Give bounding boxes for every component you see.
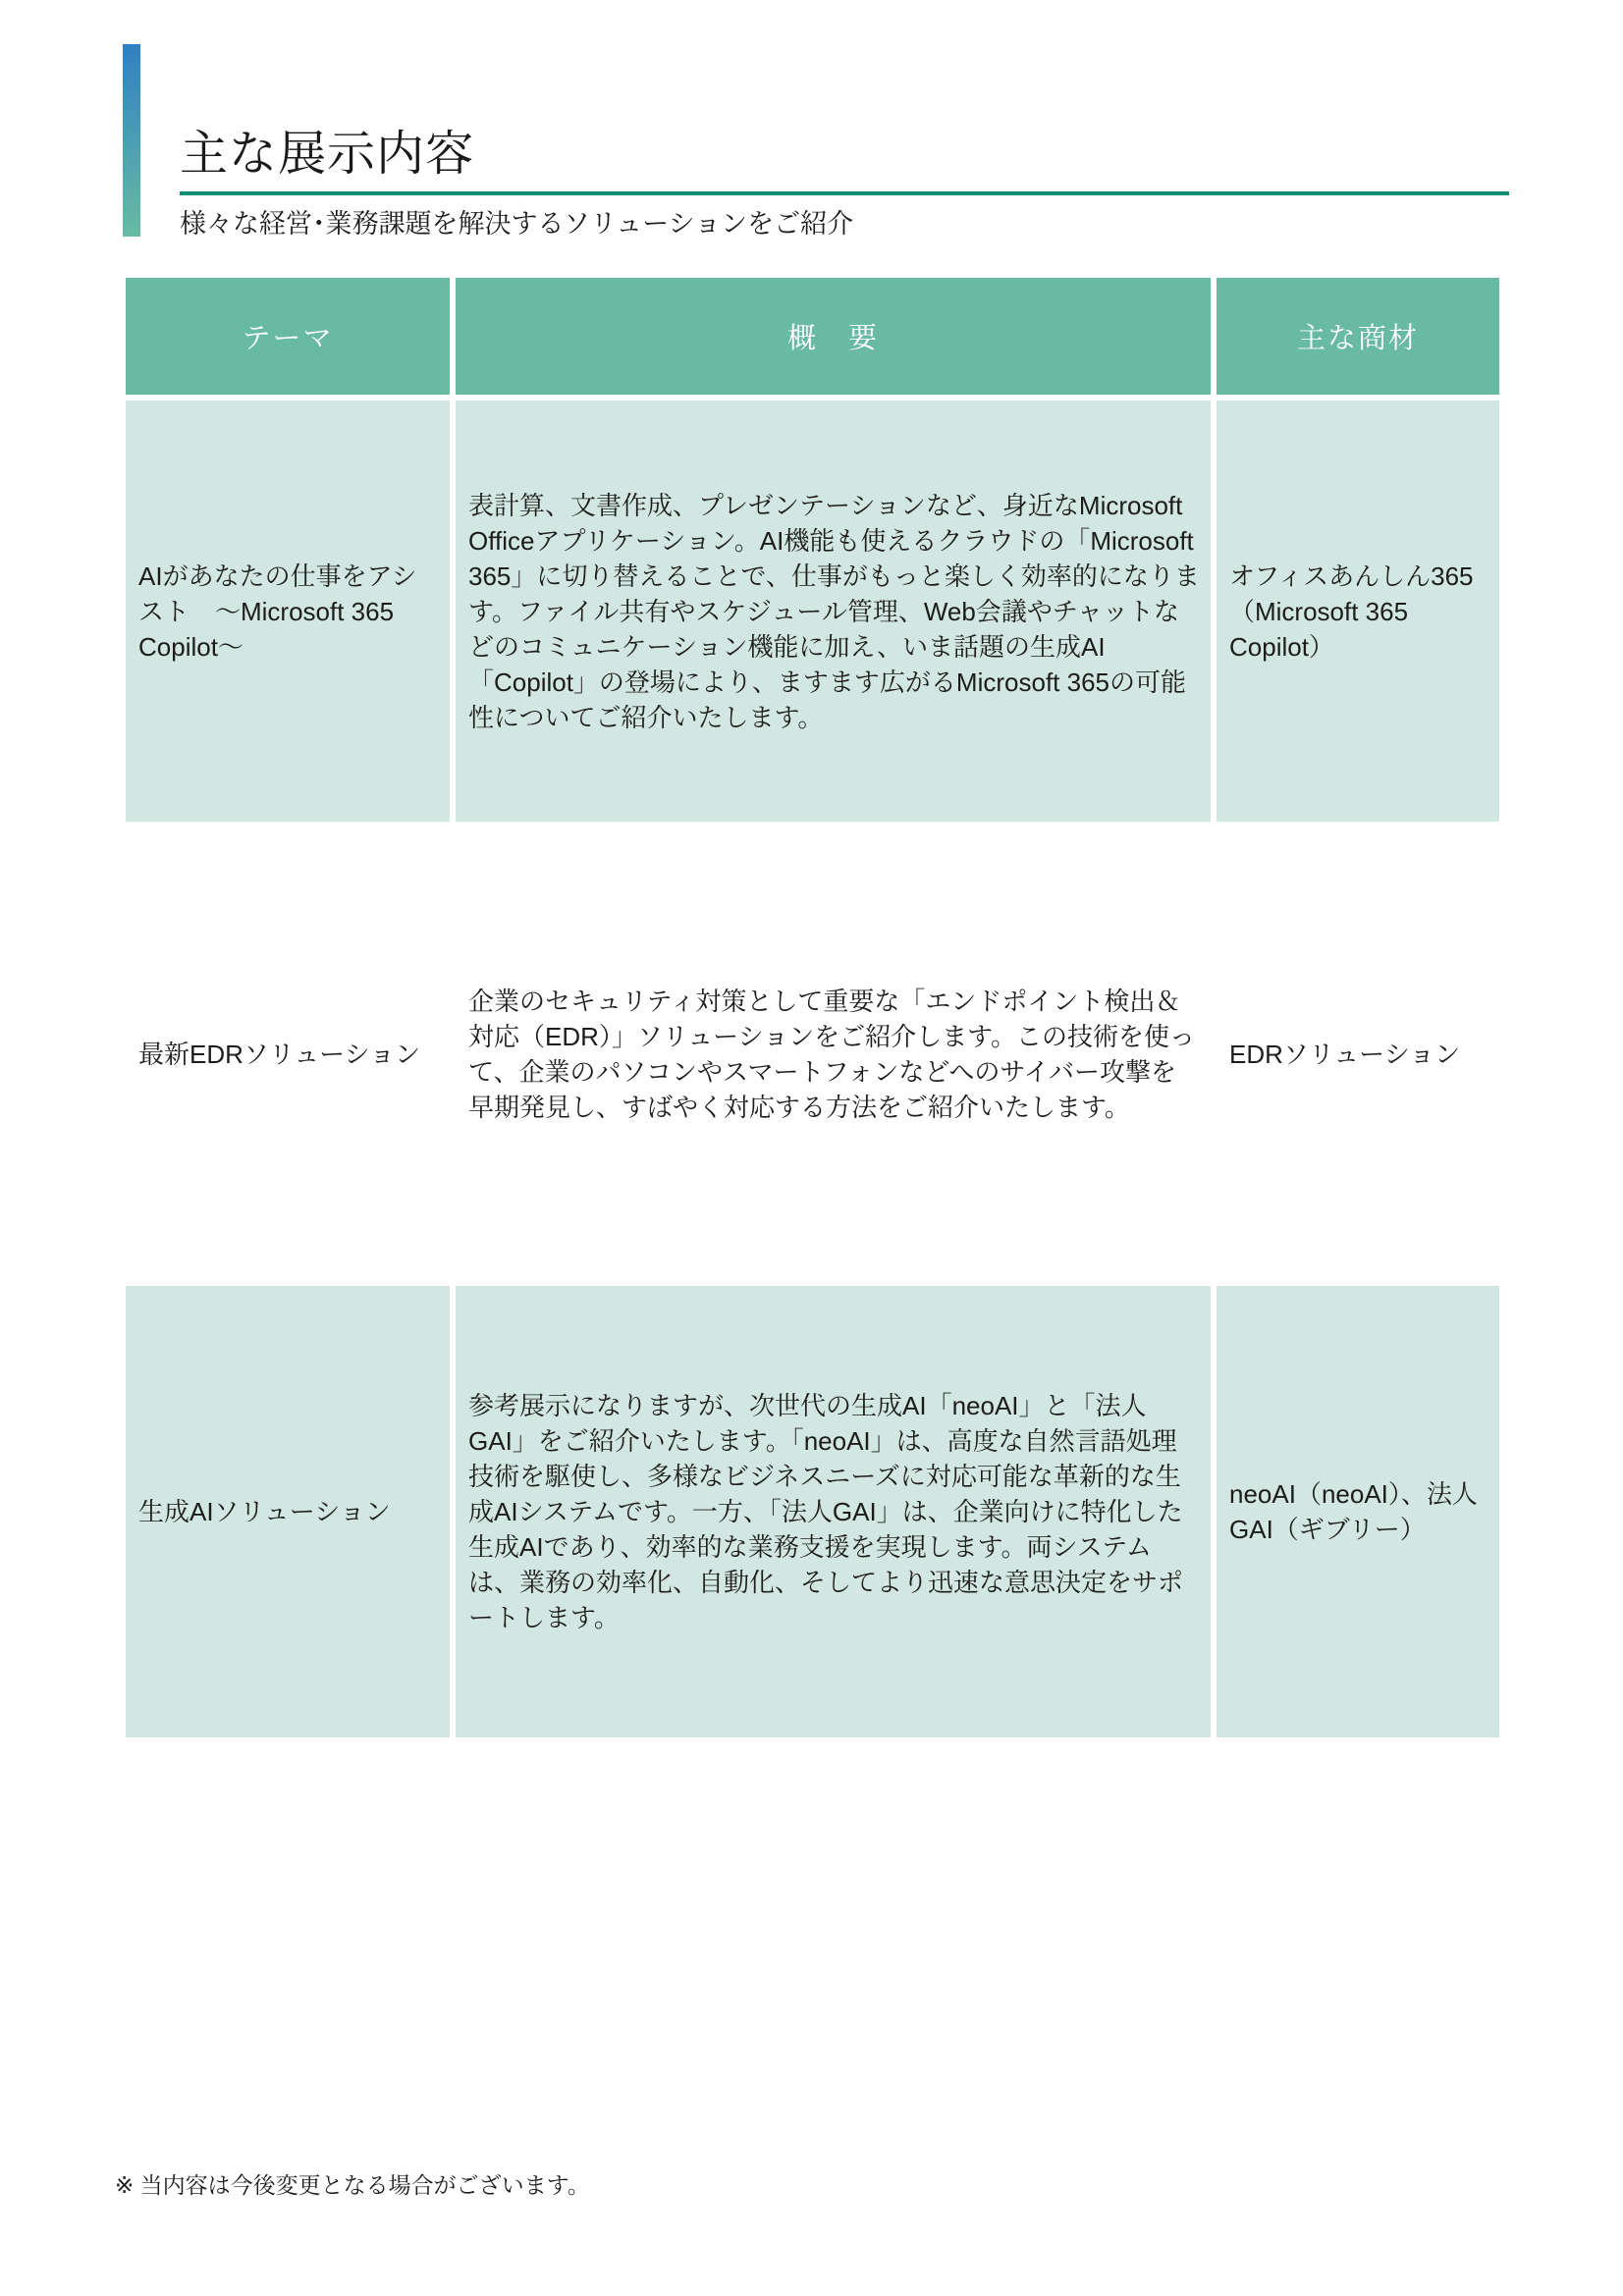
products-cell: neoAI（neoAI）、法人GAI（ギブリー） [1217, 1286, 1499, 1737]
exhibition-table [120, 272, 1505, 1743]
overview-cell: 参考展示になりますが、次世代の生成AI「neoAI」と「法人GAI」をご紹介いたします。「neoAI」は、高度な自然言語処理技術を駆使し、多様なビジネスニーズに対応可能な革新的な生成AIシステムです。一方、「法人GAI」は、企業向けに特化した生成AIであり、効率的な業務支援を実現します。両システムは、業務の効率化、自動化、そしてより迅速な意思決定をサポートします。 [456, 1286, 1211, 1737]
page-title: 主な展示内容 [180, 128, 475, 181]
theme-cell: 生成AIソリューション [126, 1286, 450, 1737]
title-underline [180, 191, 1509, 195]
theme-cell: 最新EDRソリューション [138, 1039, 421, 1069]
page-subtitle: 様々な経営･業務課題を解決するソリューションをご紹介 [180, 209, 854, 239]
column-header-theme: テーマ [126, 278, 450, 395]
table-row [126, 400, 1499, 822]
products-cell: オフィスあんしん365（Microsoft 365 Copilot） [1217, 400, 1499, 822]
table-header-row [126, 278, 1499, 395]
overview-cell: 表計算、文書作成、プレゼンテーションなど、身近なMicrosoft Officeアプリケーション。AI機能も使えるクラウドの「Microsoft 365」に切り替えることで、仕事がもっと楽しく効率的になります。ファイル共有やスケジュール管理、Web会議やチャットなどのコミュニケーション機能に加え、いま話題の生成AI「Copilot」の登場により、ますます広がるMicrosoft 365の可能性についてご紹介いたします。 [456, 400, 1211, 822]
table-row [126, 828, 1499, 1280]
column-header-products: 主な商材 [1217, 278, 1499, 395]
products-cell: EDRソリューション [1229, 1039, 1461, 1069]
column-header-overview: 概 要 [456, 278, 1211, 395]
theme-cell: AIがあなたの仕事をアシスト ～Microsoft 365 Copilot～ [126, 400, 450, 822]
overview-cell: 企業のセキュリティ対策として重要な「エンドポイント検出＆対応（EDR）」ソリューションをご紹介します。この技術を使って、企業のパソコンやスマートフォンなどへのサイバー攻撃を早期発見し、すばやく対応する方法をご紹介いたします。 [468, 986, 1195, 1122]
footnote: ※ 当内容は今後変更となる場合がございます。 [115, 2172, 590, 2198]
accent-bar [123, 44, 140, 237]
table-row [126, 1286, 1499, 1737]
